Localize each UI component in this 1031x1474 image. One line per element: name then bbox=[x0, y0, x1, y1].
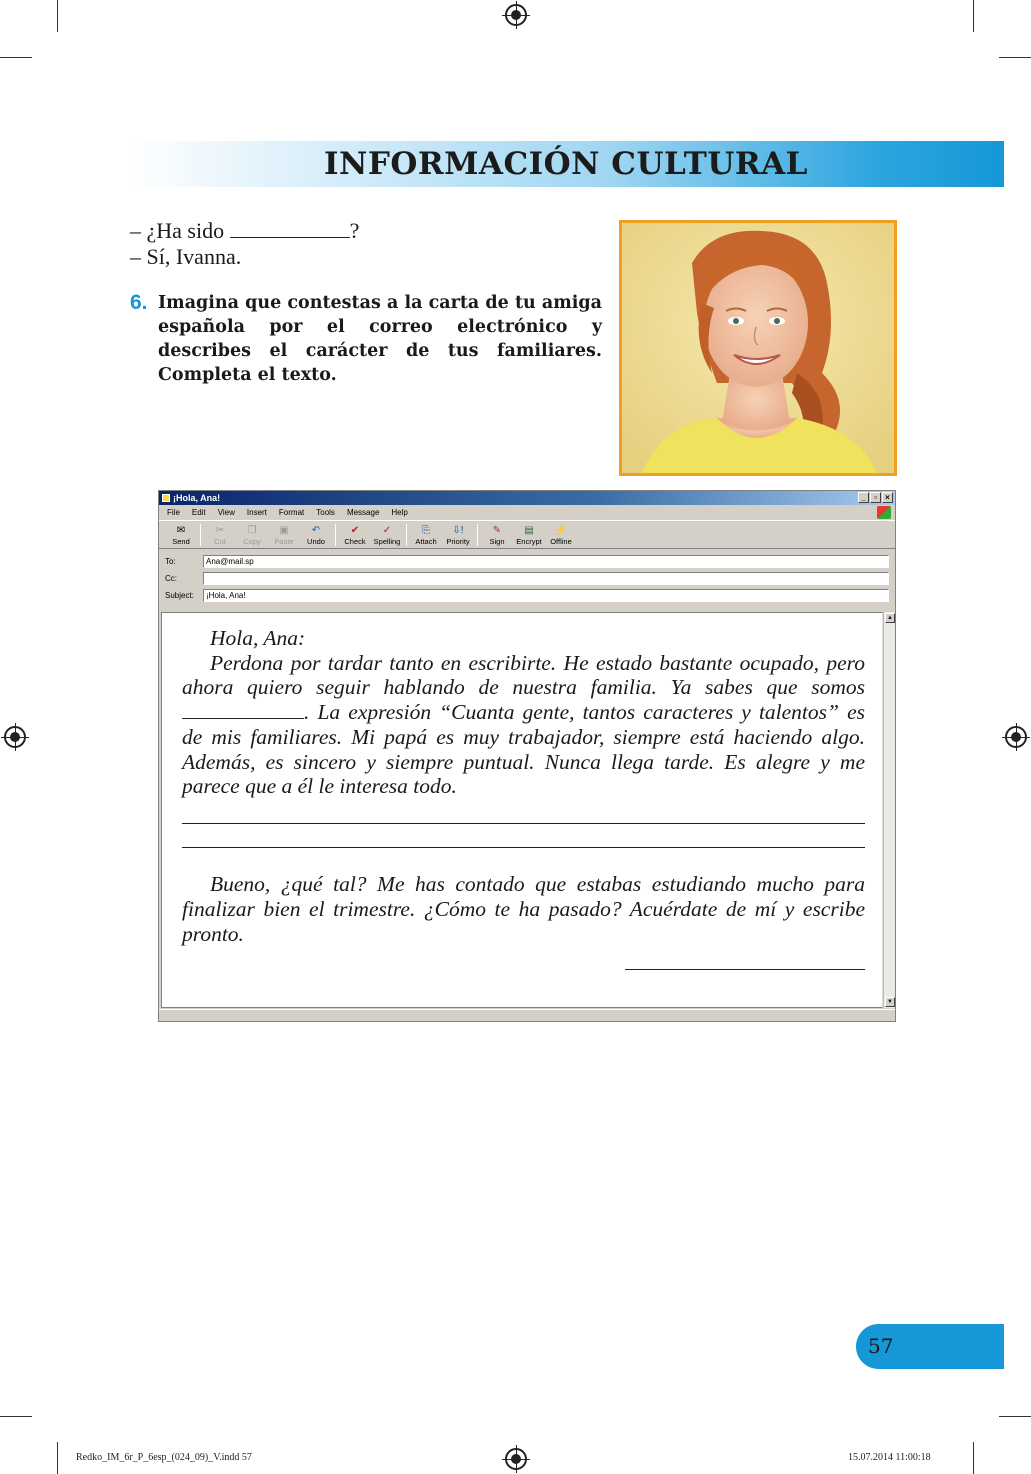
windows-logo-icon bbox=[877, 506, 891, 519]
tool-label: Paste bbox=[274, 537, 294, 546]
cut-icon: ✂ bbox=[215, 525, 225, 536]
cc-input[interactable] bbox=[203, 572, 889, 585]
scroll-up-arrow-icon[interactable]: ▲ bbox=[885, 613, 895, 623]
priority-button[interactable] bbox=[442, 522, 474, 548]
menu-edit[interactable]: Edit bbox=[191, 508, 206, 517]
tool-label: Check bbox=[344, 537, 366, 546]
crop-mark bbox=[0, 57, 32, 58]
maximize-button[interactable]: ▫ bbox=[870, 492, 881, 503]
minimize-button[interactable]: _ bbox=[858, 492, 869, 503]
tool-label: Encrypt bbox=[516, 537, 542, 546]
to-row bbox=[165, 553, 889, 570]
email-compose-window bbox=[158, 490, 896, 1022]
menu-file[interactable]: File bbox=[167, 508, 180, 517]
dialogue bbox=[130, 218, 359, 270]
dialogue-text: – ¿Ha sido bbox=[130, 218, 230, 243]
check-icon: ✔ bbox=[350, 525, 360, 536]
tool-label: Spelling bbox=[373, 537, 401, 546]
sign-button[interactable] bbox=[481, 522, 513, 548]
sign-icon: ✎ bbox=[492, 525, 502, 536]
registration-mark-icon bbox=[1005, 726, 1027, 748]
menu-format[interactable]: Format bbox=[278, 508, 305, 517]
tool-label: Priority bbox=[446, 537, 470, 546]
footer-file: Redko_IM_6r_P_6esp_(024_09)_V.indd 57 bbox=[76, 1452, 252, 1463]
spelling-button[interactable] bbox=[371, 522, 403, 548]
fill-in-blank bbox=[230, 220, 350, 238]
letter-greeting: Hola, Ana: bbox=[210, 626, 306, 650]
scroll-down-arrow-icon[interactable]: ▼ bbox=[885, 997, 895, 1007]
priority-icon: ⇩! bbox=[452, 525, 464, 536]
cc-label[interactable]: Cc: bbox=[165, 574, 177, 583]
mail-icon bbox=[162, 494, 170, 502]
writing-line bbox=[182, 824, 865, 849]
address-fields bbox=[159, 549, 895, 606]
window-controls bbox=[858, 492, 893, 503]
send-button[interactable] bbox=[165, 522, 197, 548]
message-body[interactable] bbox=[161, 612, 883, 1008]
tool-label: Attach bbox=[415, 537, 437, 546]
check-button[interactable] bbox=[339, 522, 371, 548]
task-6 bbox=[130, 291, 602, 387]
menu-help[interactable]: Help bbox=[391, 508, 408, 517]
tool-label: Cut bbox=[214, 537, 226, 546]
encrypt-icon: ▤ bbox=[524, 525, 534, 536]
subject-row bbox=[165, 587, 889, 604]
status-bar bbox=[159, 1009, 895, 1021]
copy-icon: ❐ bbox=[247, 525, 257, 536]
crop-mark bbox=[57, 0, 58, 32]
crop-mark bbox=[0, 1416, 32, 1417]
dialogue-line: – Sí, Ivanna. bbox=[130, 244, 242, 269]
undo-button[interactable] bbox=[300, 522, 332, 548]
tool-label: Copy bbox=[243, 537, 261, 546]
letter-paragraph bbox=[182, 651, 865, 799]
dialogue-text: ? bbox=[349, 218, 360, 243]
fill-in-blank bbox=[182, 702, 304, 719]
toolbar-separator bbox=[406, 524, 407, 546]
offline-icon: ⚡ bbox=[554, 525, 568, 536]
cc-row bbox=[165, 570, 889, 587]
registration-mark-icon bbox=[505, 4, 527, 26]
footer-datetime: 15.07.2014 11:00:18 bbox=[848, 1452, 931, 1463]
paste-icon: ▣ bbox=[279, 525, 289, 536]
toolbar-separator bbox=[477, 524, 478, 546]
menu-bar bbox=[159, 505, 895, 521]
to-label[interactable]: To: bbox=[165, 557, 176, 566]
letter-text-part: Perdona por tardar tanto en escribirte. He estado bastante ocupado, pero ahora quiero seguir hablando de nuestra familia. Ya sabes que somos bbox=[182, 650, 865, 700]
window-title: ¡Hola, Ana! bbox=[173, 493, 221, 503]
vertical-scrollbar[interactable] bbox=[883, 612, 895, 1008]
send-icon: ✉ bbox=[176, 525, 186, 536]
toolbar-separator bbox=[200, 524, 201, 546]
crop-mark bbox=[57, 1442, 58, 1474]
writing-line bbox=[182, 799, 865, 824]
portrait-image bbox=[622, 223, 894, 473]
section-title: INFORMACIÓN CULTURAL bbox=[324, 146, 808, 182]
paste-button[interactable] bbox=[268, 522, 300, 548]
letter-text-part: . La expresión “Cuanta gente, tantos caracteres y talentos” es de mis familiares. Mi papá es muy trabajador, siempre está haciendo algo. Además, es sincero y siempre puntual. Nunca llega tarde. Es alegre y me parece que a él le interesa todo. bbox=[182, 700, 865, 799]
encrypt-button[interactable] bbox=[513, 522, 545, 548]
spelling-icon: ✓ bbox=[382, 525, 392, 536]
crop-mark bbox=[999, 57, 1031, 58]
dialogue-line bbox=[130, 218, 359, 244]
letter-text bbox=[182, 626, 865, 970]
tool-label: Offline bbox=[550, 537, 572, 546]
registration-mark-icon bbox=[4, 726, 26, 748]
menu-view[interactable]: View bbox=[217, 508, 235, 517]
menu-message[interactable]: Message bbox=[346, 508, 380, 517]
attach-button[interactable] bbox=[410, 522, 442, 548]
menu-insert[interactable]: Insert bbox=[246, 508, 267, 517]
page-number: 57 bbox=[868, 1334, 894, 1358]
copy-button[interactable] bbox=[236, 522, 268, 548]
task-number: 6. bbox=[130, 291, 148, 314]
signature-line bbox=[625, 946, 865, 970]
window-titlebar[interactable] bbox=[159, 491, 895, 505]
cut-button[interactable] bbox=[204, 522, 236, 548]
photo-girl bbox=[619, 220, 897, 476]
offline-button[interactable] bbox=[545, 522, 577, 548]
task-instructions: Imagina que contestas a la carta de tu amiga española por el correo electrónico y describes el carácter de tus familiares. Completa el texto. bbox=[158, 293, 602, 385]
toolbar-separator bbox=[335, 524, 336, 546]
crop-mark bbox=[973, 0, 974, 32]
subject-input[interactable]: ¡Hola, Ana! bbox=[203, 589, 889, 602]
section-banner bbox=[128, 141, 1004, 187]
crop-mark bbox=[999, 1416, 1031, 1417]
spacer bbox=[182, 848, 865, 872]
menu-tools[interactable]: Tools bbox=[316, 508, 335, 517]
tool-label: Sign bbox=[489, 537, 505, 546]
attach-icon: ⎘ bbox=[422, 525, 430, 536]
letter-paragraph: Bueno, ¿qué tal? Me has contado que estabas estudiando mucho para finalizar bien el trimestre. ¿Cómo te ha pasado? Acuérdate de mí y escribe pronto. bbox=[182, 872, 865, 946]
tool-label: Undo bbox=[307, 537, 325, 546]
undo-icon: ↶ bbox=[311, 525, 321, 536]
tool-label: Send bbox=[172, 537, 190, 546]
close-button[interactable]: × bbox=[882, 492, 893, 503]
registration-mark-icon bbox=[505, 1448, 527, 1470]
toolbar bbox=[159, 521, 895, 549]
to-input[interactable]: Ana@mail.sp bbox=[203, 555, 889, 568]
subject-label: Subject: bbox=[165, 591, 194, 600]
crop-mark bbox=[973, 1442, 974, 1474]
